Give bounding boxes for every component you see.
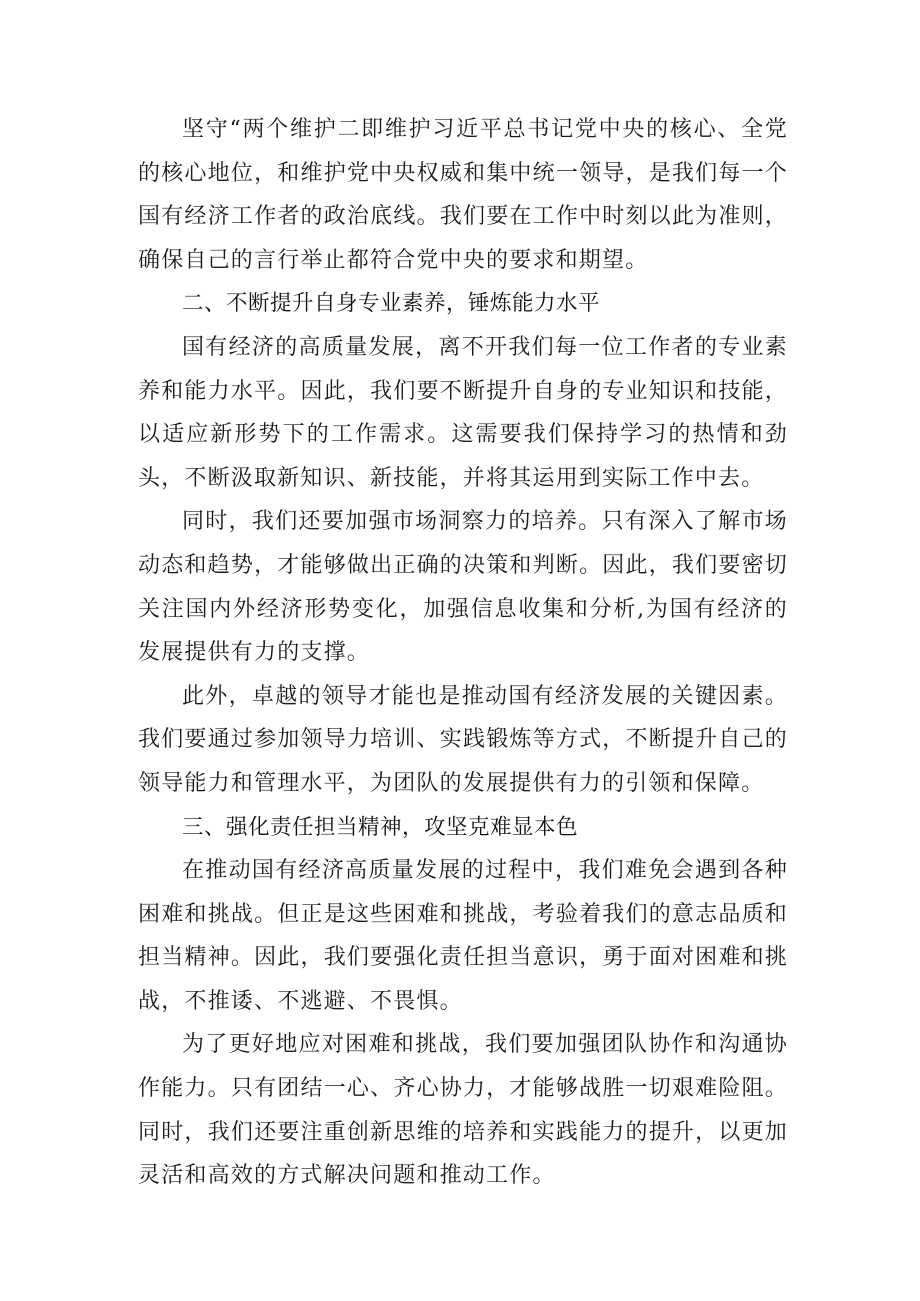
paragraph-political-bottom-line: 坚守“两个维护二即维护习近平总书记党中央的核心、全党的核心地位，和维护党中央权威和集中统一领导，是我们每一个国有经济工作者的政治底线。我们要在工作中时刻以此为准则，确保自己的言行举止都符合党中央的要求和期望。: [138, 117, 788, 273]
document-body: [138, 108, 788, 1198]
section-heading-3: 三、强化责任担当精神，攻坚克难显本色: [182, 814, 579, 840]
paragraph-leadership: 此外，卓越的领导才能也是推动国有经济发展的关键因素。我们要通过参加领导力培训、实践锻炼等方式，不断提升自己的领导能力和管理水平，为团队的发展提供有力的引领和保障。: [138, 683, 788, 796]
paragraph-market-insight: 同时，我们还要加强市场洞察力的培养。只有深入了解市场动态和趋势，才能够做出正确的决策和判断。因此，我们要密切关注国内外经济形势变化，加强信息收集和分析,为国有经济的发展提供有力的支撑。: [138, 509, 788, 666]
section-heading-2: 二、不断提升自身专业素养，锤炼能力水平: [182, 291, 601, 317]
paragraph-professional-quality: 国有经济的高质量发展，离不开我们每一位工作者的专业素养和能力水平。因此，我们要不断提升自身的专业知识和技能，以适应新形势下的工作需求。这需要我们保持学习的热情和劲头，不断汲取新知识、新技能，并将其运用到实际工作中去。: [138, 334, 788, 491]
paragraph-responsibility: 在推动国有经济高质量发展的过程中，我们难免会遇到各种困难和挑战。但正是这些困难和挑战，考验着我们的意志品质和担当精神。因此，我们要强化责任担当意识，勇于面对困难和挑战，不推诿、不逃避、不畏惧。: [138, 858, 788, 1014]
paragraph-teamwork: 为了更好地应对困难和挑战，我们要加强团队协作和沟通协作能力。只有团结一心、齐心协力，才能够战胜一切艰难险阻。同时，我们还要注重创新思维的培养和实践能力的提升，以更加灵活和高效的方式解决问题和推动工作。: [138, 1032, 788, 1189]
